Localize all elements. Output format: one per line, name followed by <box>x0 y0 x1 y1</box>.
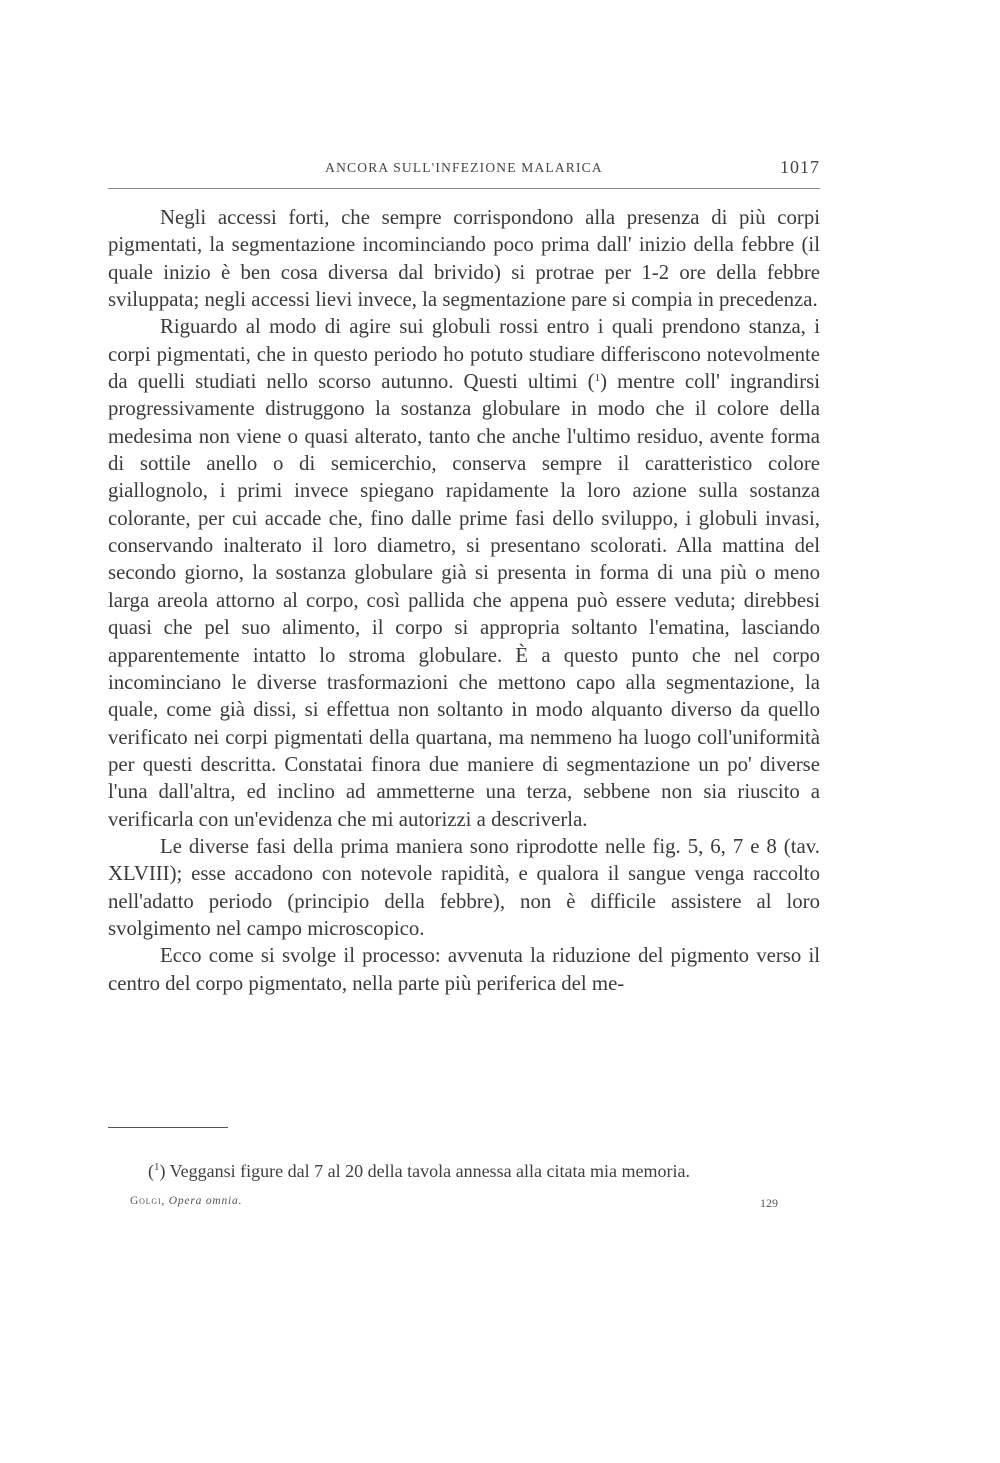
paragraph-2 <box>108 313 820 833</box>
signature-author: Golgi, <box>130 1195 166 1207</box>
paragraph-2-text-end: ) mentre coll' ingrandirsi progressivamente distruggono la sostanza globulare in modo che il colore della medesima non viene o quasi alterato, tanto che anche l'ultimo residuo, avente forma di sottile anello o di semicerchio, conserva sempre il caratteristico colore giallognolo, i primi invece spiegano rapidamente la loro azione sulla sostanza colorante, per cui accade che, fino dalle prime fasi dello sviluppo, i globuli invasi, conservando inalterato il loro diametro, si presentano scolorati. Alla mattina del secondo giorno, la sostanza globulare già si presenta in forma di una più o meno larga areola attorno al corpo, così pallida che appena può essere veduta; direbbesi quasi che pel suo alimento, il corpo si appropria soltanto l'ematina, lasciando apparentemente intatto lo stroma globulare. È a questo punto che nel corpo incominciano le diverse trasformazioni che mettono capo alla segmentazione, la quale, come già dissi, si effettua non soltanto in modo alquanto diverso da quello verificato nei corpi pigmentati della quartana, ma nemmeno ha luogo coll'uniformità per questi descritta. Constatai finora due maniere di segmentazione un po' diverse l'una dall'altra, ed inclino ad ammetterne una terza, sebbene non sia riuscito a verificarla con un'evidenza che mi autorizzi a descriverla. <box>108 370 820 831</box>
footnote-reference: 1 <box>594 372 601 385</box>
sheet-number: 129 <box>760 1196 778 1210</box>
signature-work: Opera omnia. <box>168 1195 243 1207</box>
footnote-mark: 1 <box>154 1161 160 1173</box>
signature <box>130 1195 242 1207</box>
header-rule <box>108 188 820 189</box>
body-text <box>108 204 820 997</box>
paragraph-3: Le diverse fasi della prima maniera sono riprodotte nelle fig. 5, 6, 7 e 8 (tav. XLVIII); esse accadono con notevole rapidità, e qualora il sangue venga raccolto nell'adatto periodo (principio della febbre), non è difficile assistere al loro svolgimento nel campo microscopico. <box>108 834 820 940</box>
paragraph-2-text-start: Riguardo al modo di agire sui globuli rossi entro i quali prendono stanza, i corpi pigmentati, che in questo periodo ho potuto studiare differiscono notevolmente da quelli studiati nello scorso autunno. Questi ultimi ( <box>108 315 820 394</box>
footnote-text: Veggansi figure dal 7 al 20 della tavola annessa alla citata mia memoria. <box>165 1161 690 1181</box>
running-title: ANCORA SULL'INFEZIONE MALARICA <box>325 160 603 175</box>
paragraph-1: Negli accessi forti, che sempre corrispondono alla presenza di più corpi pigmentati, la segmentazione incominciando poco prima dall' inizio della febbre (il quale inizio è ben cosa diversa dal brivido) si protrae per 1-2 ore della febbre sviluppata; negli accessi lievi invece, la segmentazione pare si compia in precedenza. <box>108 206 820 312</box>
footnote: ($^1$) Veggansi figure dal 7 al 20 della tavola annessa alla citata mia memoria. <box>148 1161 690 1181</box>
page-header <box>108 157 820 184</box>
page-number: 1017 <box>780 157 820 177</box>
paragraph-4: Ecco come si svolge il processo: avvenuta la riduzione del pigmento verso il centro del corpo pigmentato, nella parte più periferica del me- <box>108 944 820 995</box>
footnote-rule <box>108 1127 228 1128</box>
